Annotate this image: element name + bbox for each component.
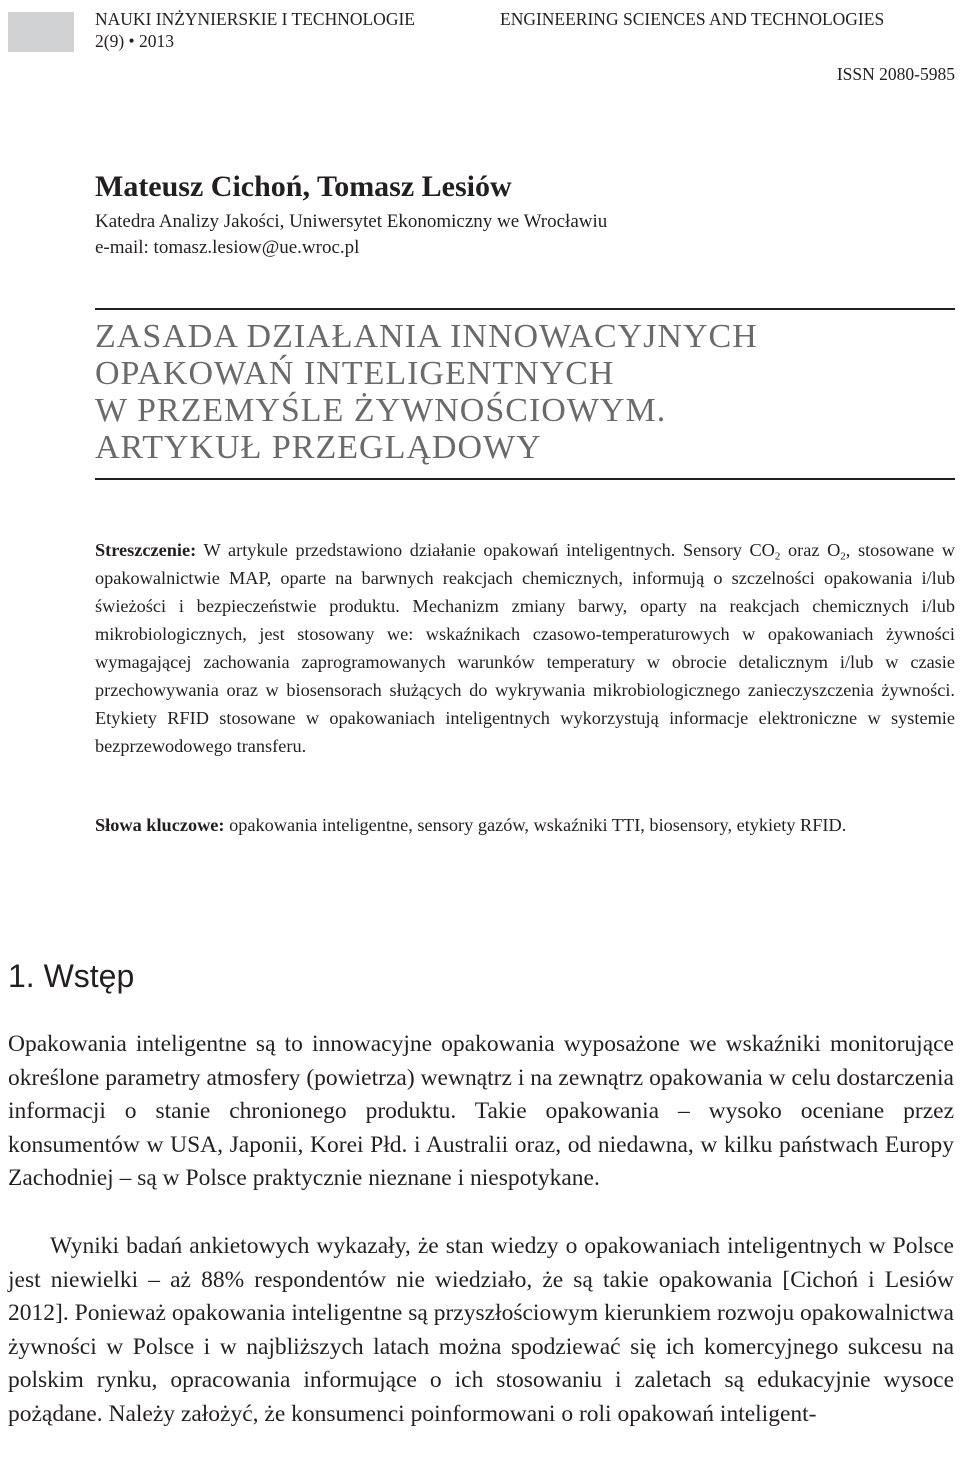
journal-name-en: ENGINEERING SCIENCES AND TECHNOLOGIES xyxy=(500,9,885,29)
affiliation-block xyxy=(95,209,607,261)
title-rule-top xyxy=(95,308,955,310)
abstract-label: Streszczenie: xyxy=(95,540,197,560)
body-paragraph: Wyniki badań ankietowych wykazały, że stan wiedzy o opakowaniach inteligentnych w Polsce jest niewielki – aż 88% respondentów nie wiedziało, że są takie opakowania [Cichoń i Lesiów 2012]. Ponieważ opakowania inteligentne są przyszłościowym kierunkiem rozwoju opakowalnictwa żywności w Polsce i w najbliższych latach można spodziewać się ich komercyjnego sukcesu na polskim rynku, opracowania informujące o ich stosowaniu i zaletach są edukacyjnie wysoce pożądane. Należy założyć, że konsumenci poinformowani o roli opakowań inteligent- xyxy=(8,1233,954,1427)
section-heading: 1. Wstęp xyxy=(8,958,135,994)
journal-issue: 2(9) • 2013 xyxy=(95,31,175,51)
abstract xyxy=(95,536,955,760)
title-line: W PRZEMYŚLE ŻYWNOŚCIOWYM. xyxy=(95,392,667,429)
subscript: 2 xyxy=(774,550,781,563)
abstract-text: W artykule przedstawiono działanie opakowań inteligentnych. Sensory CO xyxy=(196,540,775,560)
issn: ISSN 2080-5985 xyxy=(836,64,955,84)
title-line: ARTYKUŁ PRZEGLĄDOWY xyxy=(95,429,542,466)
title-rule-bottom xyxy=(95,478,955,480)
authors: Mateusz Cichoń, Tomasz Lesiów xyxy=(95,170,512,203)
keywords-label: Słowa kluczowe: xyxy=(95,815,225,835)
header-grey-block xyxy=(8,12,74,52)
keywords-text: opakowania inteligentne, sensory gazów, wskaźniki TTI, biosensory, etykiety RFID. xyxy=(224,815,847,835)
abstract-text: oraz O xyxy=(780,540,841,560)
title-line: ZASADA DZIAŁANIA INNOWACYJNYCH xyxy=(95,318,758,355)
subscript: 2 xyxy=(840,550,846,563)
journal-name-pl: NAUKI INŻYNIERSKIE I TECHNOLOGIE xyxy=(95,9,415,29)
article-title xyxy=(95,318,955,466)
title-line: OPAKOWAŃ INTELIGENTNYCH xyxy=(95,355,615,392)
email[interactable]: e-mail: tomasz.lesiow@ue.wroc.pl xyxy=(95,237,360,258)
affiliation: Katedra Analizy Jakości, Uniwersytet Ekonomiczny we Wrocławiu xyxy=(95,211,608,232)
abstract-text: , stosowane w opakowalnictwie MAP, oparte na barwnych reakcjach chemicznych, informują o szczelności opakowania i/lub świeżości i bezpieczeństwie produktu. Mechanizm zmiany barwy, oparty na reakcjach chemicznych i/lub mikrobiologicznych, jest stosowany we: wskaźnikach czasowo-temperaturowych w opakowaniach żywności wymagającej zachowania zaprogramowanych warunków temperatury w obrocie detalicznym i/lub w czasie przechowywania oraz w biosensorach służących do wykrywania mikrobiologicznego zanieczyszczenia żywności. Etykiety RFID stosowane w opakowaniach inteligentnych wykorzystują informacje elektroniczne w systemie bezprzewodowego transferu. xyxy=(95,540,955,756)
body-paragraph: Opakowania inteligentne są to innowacyjne opakowania wyposażone we wskaźniki monitorujące określone parametry atmosfery (powietrza) wewnątrz i na zewnątrz opakowania w celu dostarczenia informacji o stanie chronionego produktu. Takie opakowania – wysoko oceniane przez konsumentów w USA, Japonii, Korei Płd. i Australii oraz, od niedawna, w kilku państwach Europy Zachodniej – są w Polsce praktycznie nieznane i niespotykane. xyxy=(8,1031,954,1192)
keywords xyxy=(95,810,955,840)
journal-header xyxy=(95,8,955,52)
